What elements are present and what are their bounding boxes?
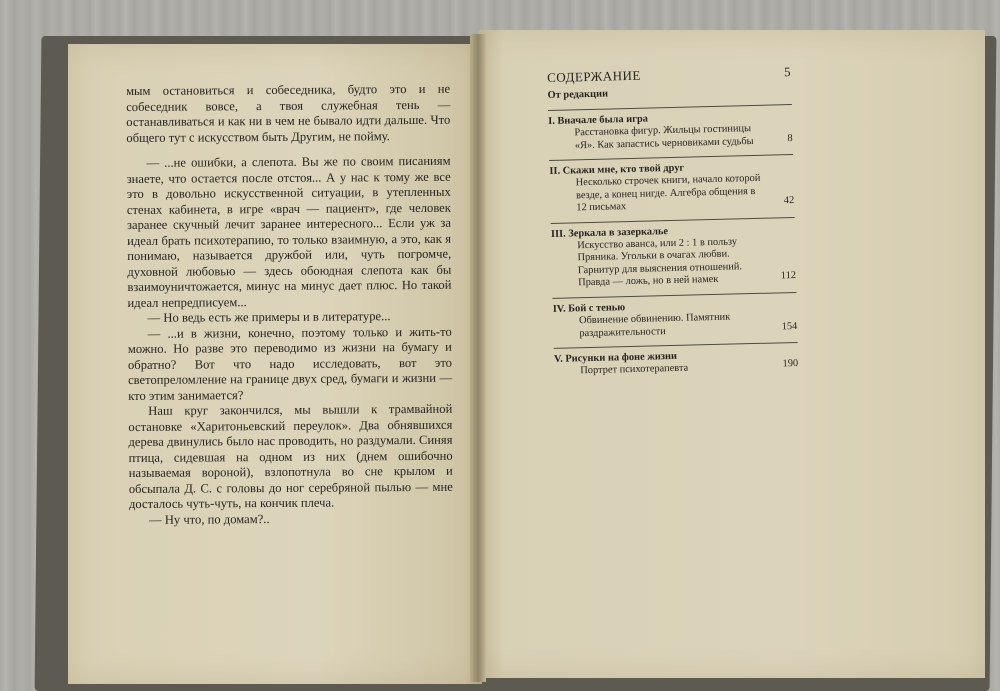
paragraph: Наш круг закончился, мы вышли к трамвайной остановке «Харитоньевский переулок». Два обнявшихся дерева двинулись было нас проводить, но раздумали. Синяя птица, сидевшая на одном из них (днем ошибочно называемая вороной), взлопотнула во сне крылом и обсыпала Д. С. с головы до ног серебряной пылью — мне досталось чуть-чуть, на кончик плеча. (128, 401, 453, 511)
toc-intro-label: От редакции (547, 88, 609, 102)
toc-entry-subtitle: Искусство аванса, или 2 : 1 в пользу Пряника. Угольки в очагах любви. Гарнитур для выяснения отношений. Правда — ложь, но в ней намек (577, 236, 743, 289)
paragraph: — Ну что, по домам?.. (148, 511, 270, 527)
toc-title-row (547, 66, 791, 84)
toc-page-number: 112 (780, 270, 797, 282)
paragraph: — ...не ошибки, а слепота. Вы же по своим писаниям знаете, что остается после отстоя... А у нас к тому же все это в довольно искусственной ситуации, в утепленных стенах кабинета, в игре «врач — пациент», где человек заранее скучный лечит заранее интересного... Если уж за идеал брать психотерапию, то только взаимную, а это, как я понимаю, называется дружбой или, чуть погромче, духовной любовью — здесь обоюдная слепота как бы взаимоуничтожается, минус на минус дает плюс. Но такой идеал непредписуем... (126, 153, 452, 310)
toc-entry (551, 223, 796, 291)
toc-entry (548, 110, 793, 153)
book-spine (470, 34, 486, 682)
paragraph: мым остановиться и собеседника, будто это и не собеседник вовсе, а твоя служебная тень — останавливаться и как ни в чем не бывало идти дальше. Что общего тут с искусством быть Другим, не пойму. (126, 81, 451, 145)
toc-page-number: 154 (781, 320, 798, 332)
toc-entry (549, 160, 794, 216)
toc-entry-heading: III. Зеркала в зазеркалье (550, 225, 669, 240)
toc-intro (547, 84, 791, 102)
paragraph: — Но ведь есть же примеры и в литературе... (147, 309, 391, 325)
toc-entry-heading: IV. Бой с тенью (552, 301, 626, 315)
toc-page-number: 5 (783, 64, 792, 80)
toc-entry-subtitle: Расстановка фигур. Жильцы гостиницы «Я». Как запастись черновиками судьбы (574, 123, 754, 151)
toc-entry-heading: II. Скажи мне, кто твой друг (549, 162, 685, 177)
toc-entry-subtitle: Портрет психотерапевта (580, 362, 689, 377)
paragraph: — ...и в жизни, конечно, поэтому только и жить-то можно. Но разве это переводимо из жизни на бумагу и обратно? Вот что надо исследовать, вот это светопреломление на границе двух сред, бумаги и жизни — кто этим занимается? (127, 324, 453, 403)
toc-entry-heading: I. Вначале была игра (548, 113, 649, 127)
left-page-text (126, 82, 453, 528)
toc-entry-heading: V. Рисунки на фоне жизни (553, 350, 678, 365)
toc-page-number: 42 (783, 195, 795, 207)
toc-page-number: 190 (782, 358, 799, 370)
table-of-contents (547, 66, 799, 386)
toc-title: СОДЕРЖАНИЕ (546, 67, 642, 85)
toc-entry-subtitle: Обвинение обвинению. Памятник раздражительности (578, 311, 731, 339)
toc-entry-subtitle: Несколько строчек книги, начало которой везде, а конец нигде. Алгебра общения в 12 письмах (575, 173, 761, 214)
toc-entry (554, 348, 799, 379)
toc-entry (553, 298, 798, 341)
toc-page-number: 8 (787, 132, 793, 144)
